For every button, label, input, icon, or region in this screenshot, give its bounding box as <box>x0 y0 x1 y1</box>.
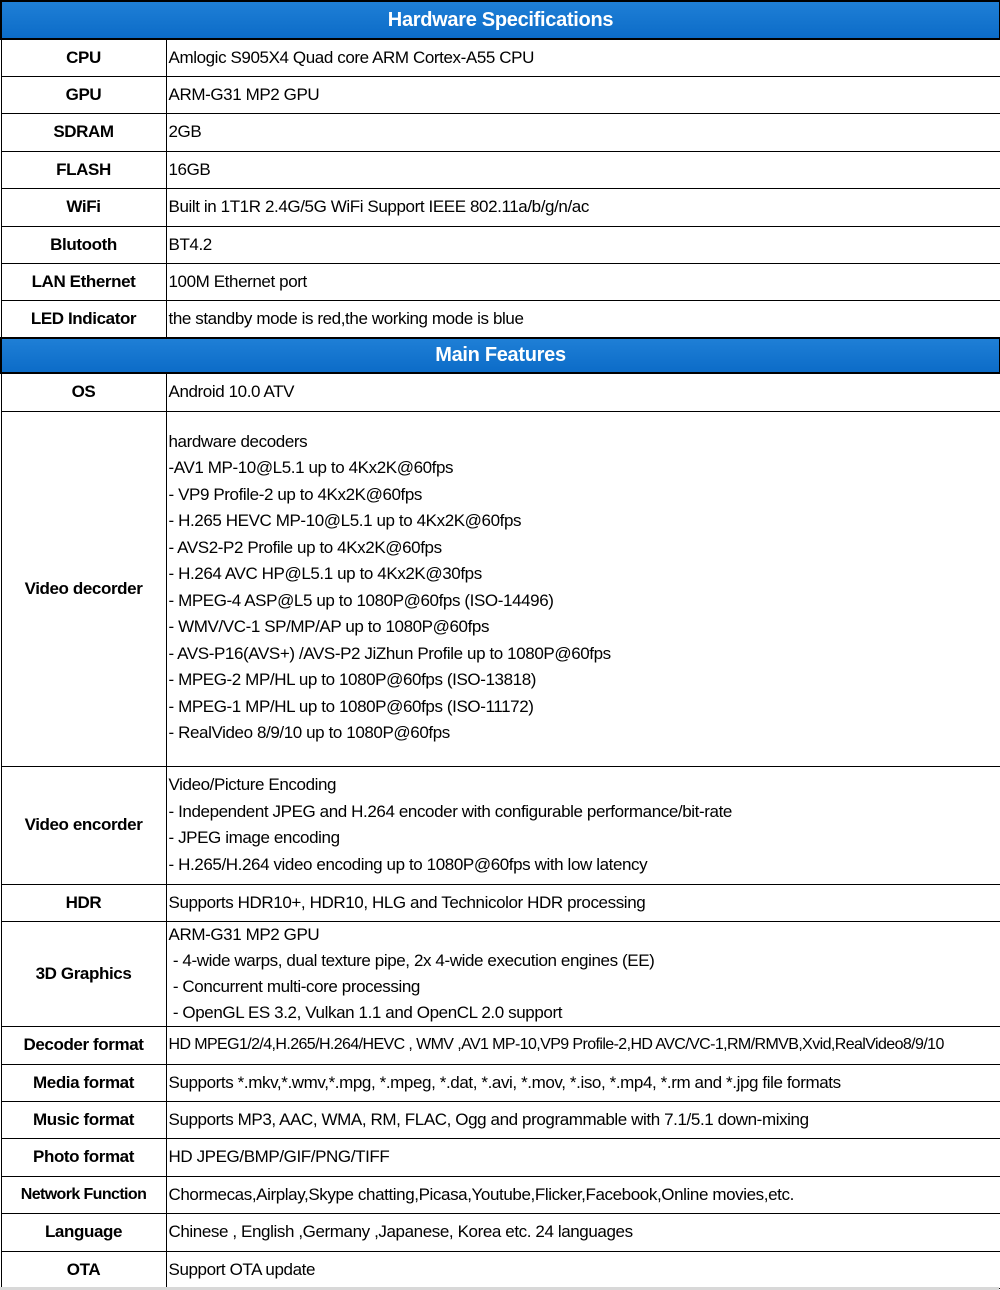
list-item: - Concurrent multi-core processing <box>168 976 420 996</box>
row-label: Music format <box>1 1101 166 1138</box>
list-item: - RealVideo 8/9/10 up to 1080P@60fps <box>168 723 450 742</box>
list-item: - H.265 HEVC MP-10@L5.1 up to 4Kx2K@60fps <box>168 511 522 530</box>
graphics-list <box>166 921 1000 1026</box>
video-encoder-list <box>166 766 1000 884</box>
row-value: the standby mode is red,the working mode is blue <box>166 300 1000 338</box>
list-item: - H.265/H.264 video encoding up to 1080P@60fps with low latency <box>168 854 648 874</box>
video-encoder-row <box>1 766 1000 884</box>
table-row <box>1 1251 1000 1288</box>
table-row <box>1 1176 1000 1213</box>
features-title: Main Features <box>1 338 1000 373</box>
table-row <box>1 1213 1000 1251</box>
list-item: - OpenGL ES 3.2, Vulkan 1.1 and OpenCL 2.0 support <box>168 1002 563 1022</box>
hardware-title: Hardware Specifications <box>1 1 1000 39</box>
table-row <box>1 1026 1000 1064</box>
row-value: Built in 1T1R 2.4G/5G WiFi Support IEEE 802.11a/b/g/n/ac <box>166 188 1000 226</box>
row-value: Supports *.mkv,*.wmv,*.mpg, *.mpeg, *.dat, *.avi, *.mov, *.iso, *.mp4, *.rm and *.jpg file formats <box>166 1064 1000 1101</box>
row-value: Supports HDR10+, HDR10, HLG and Technicolor HDR processing <box>166 884 1000 921</box>
row-label: Blutooth <box>1 226 166 263</box>
table-row <box>1 884 1000 921</box>
table-row <box>1 263 1000 300</box>
list-item: - JPEG image encoding <box>168 828 340 847</box>
row-label: Video decorder <box>1 411 166 766</box>
table-row <box>1 76 1000 113</box>
list-item: - AVS-P16(AVS+) /AVS-P2 JiZhun Profile up to 1080P@60fps <box>168 643 611 663</box>
row-value: HD MPEG1/2/4,H.265/H.264/HEVC , WMV ,AV1 MP-10,VP9 Profile-2,HD AVC/VC-1,RM/RMVB,Xvid,RealVideo8/9/10 <box>166 1026 1000 1064</box>
row-label: Language <box>1 1213 166 1251</box>
list-item: - AVS2-P2 Profile up to 4Kx2K@60fps <box>168 537 442 557</box>
row-label: 3D Graphics <box>1 921 166 1026</box>
row-label: CPU <box>1 39 166 76</box>
row-label: OTA <box>1 1251 166 1288</box>
row-value: Amlogic S905X4 Quad core ARM Cortex-A55 CPU <box>166 39 1000 76</box>
row-value: HD JPEG/BMP/GIF/PNG/TIFF <box>166 1138 1000 1176</box>
features-section-header <box>1 338 1000 373</box>
row-value: 2GB <box>166 113 1000 151</box>
hardware-section-header <box>1 1 1000 39</box>
table-row <box>1 1064 1000 1101</box>
list-item: - WMV/VC-1 SP/MP/AP up to 1080P@60fps <box>168 617 490 636</box>
video-decoder-row <box>1 411 1000 766</box>
row-label: WiFi <box>1 188 166 226</box>
row-label: Decoder format <box>1 1026 166 1064</box>
list-item: - Independent JPEG and H.264 encoder with configurable performance/bit-rate <box>168 801 732 821</box>
row-label: Media format <box>1 1064 166 1101</box>
row-value: BT4.2 <box>166 226 1000 263</box>
list-item: -AV1 MP-10@L5.1 up to 4Kx2K@60fps <box>168 458 454 477</box>
row-label: Network Function <box>1 1176 166 1213</box>
row-label: LAN Ethernet <box>1 263 166 300</box>
table-row <box>1 1101 1000 1138</box>
graphics-row <box>1 921 1000 1026</box>
row-value: 100M Ethernet port <box>166 263 1000 300</box>
row-label: GPU <box>1 76 166 113</box>
table-row <box>1 373 1000 411</box>
row-value: Chinese , English ,Germany ,Japanese, Korea etc. 24 languages <box>166 1213 1000 1251</box>
list-item: ARM-G31 MP2 GPU <box>168 924 320 944</box>
row-label: OS <box>1 373 166 411</box>
row-label: Video encorder <box>1 766 166 884</box>
list-item: - VP9 Profile-2 up to 4Kx2K@60fps <box>168 484 423 504</box>
row-label: SDRAM <box>1 113 166 151</box>
table-row <box>1 188 1000 226</box>
row-value: Chormecas,Airplay,Skype chatting,Picasa,Youtube,Flicker,Facebook,Online movies,etc. <box>166 1176 1000 1213</box>
table-row <box>1 1138 1000 1176</box>
table-row <box>1 113 1000 151</box>
table-row <box>1 151 1000 188</box>
row-label: LED Indicator <box>1 300 166 338</box>
list-item: - H.264 AVC HP@L5.1 up to 4Kx2K@30fps <box>168 564 482 583</box>
row-value: 16GB <box>166 151 1000 188</box>
table-row <box>1 300 1000 338</box>
list-item: - 4-wide warps, dual texture pipe, 2x 4-wide execution engines (EE) <box>168 950 655 970</box>
row-value: ARM-G31 MP2 GPU <box>166 76 1000 113</box>
row-label: Photo format <box>1 1138 166 1176</box>
row-label: FLASH <box>1 151 166 188</box>
list-item: Video/Picture Encoding <box>168 775 337 794</box>
list-item: - MPEG-1 MP/HL up to 1080P@60fps (ISO-11172) <box>168 696 534 716</box>
row-label: HDR <box>1 884 166 921</box>
row-value: Android 10.0 ATV <box>166 373 1000 411</box>
row-value: Supports MP3, AAC, WMA, RM, FLAC, Ogg and programmable with 7.1/5.1 down-mixing <box>166 1101 1000 1138</box>
list-item: hardware decoders <box>168 431 308 451</box>
table-row <box>1 39 1000 76</box>
row-value: Support OTA update <box>166 1251 1000 1288</box>
table-row <box>1 226 1000 263</box>
video-decoder-list <box>166 411 1000 766</box>
list-item: - MPEG-4 ASP@L5 up to 1080P@60fps (ISO-14496) <box>168 590 554 610</box>
list-item: - MPEG-2 MP/HL up to 1080P@60fps (ISO-13818) <box>168 670 537 689</box>
